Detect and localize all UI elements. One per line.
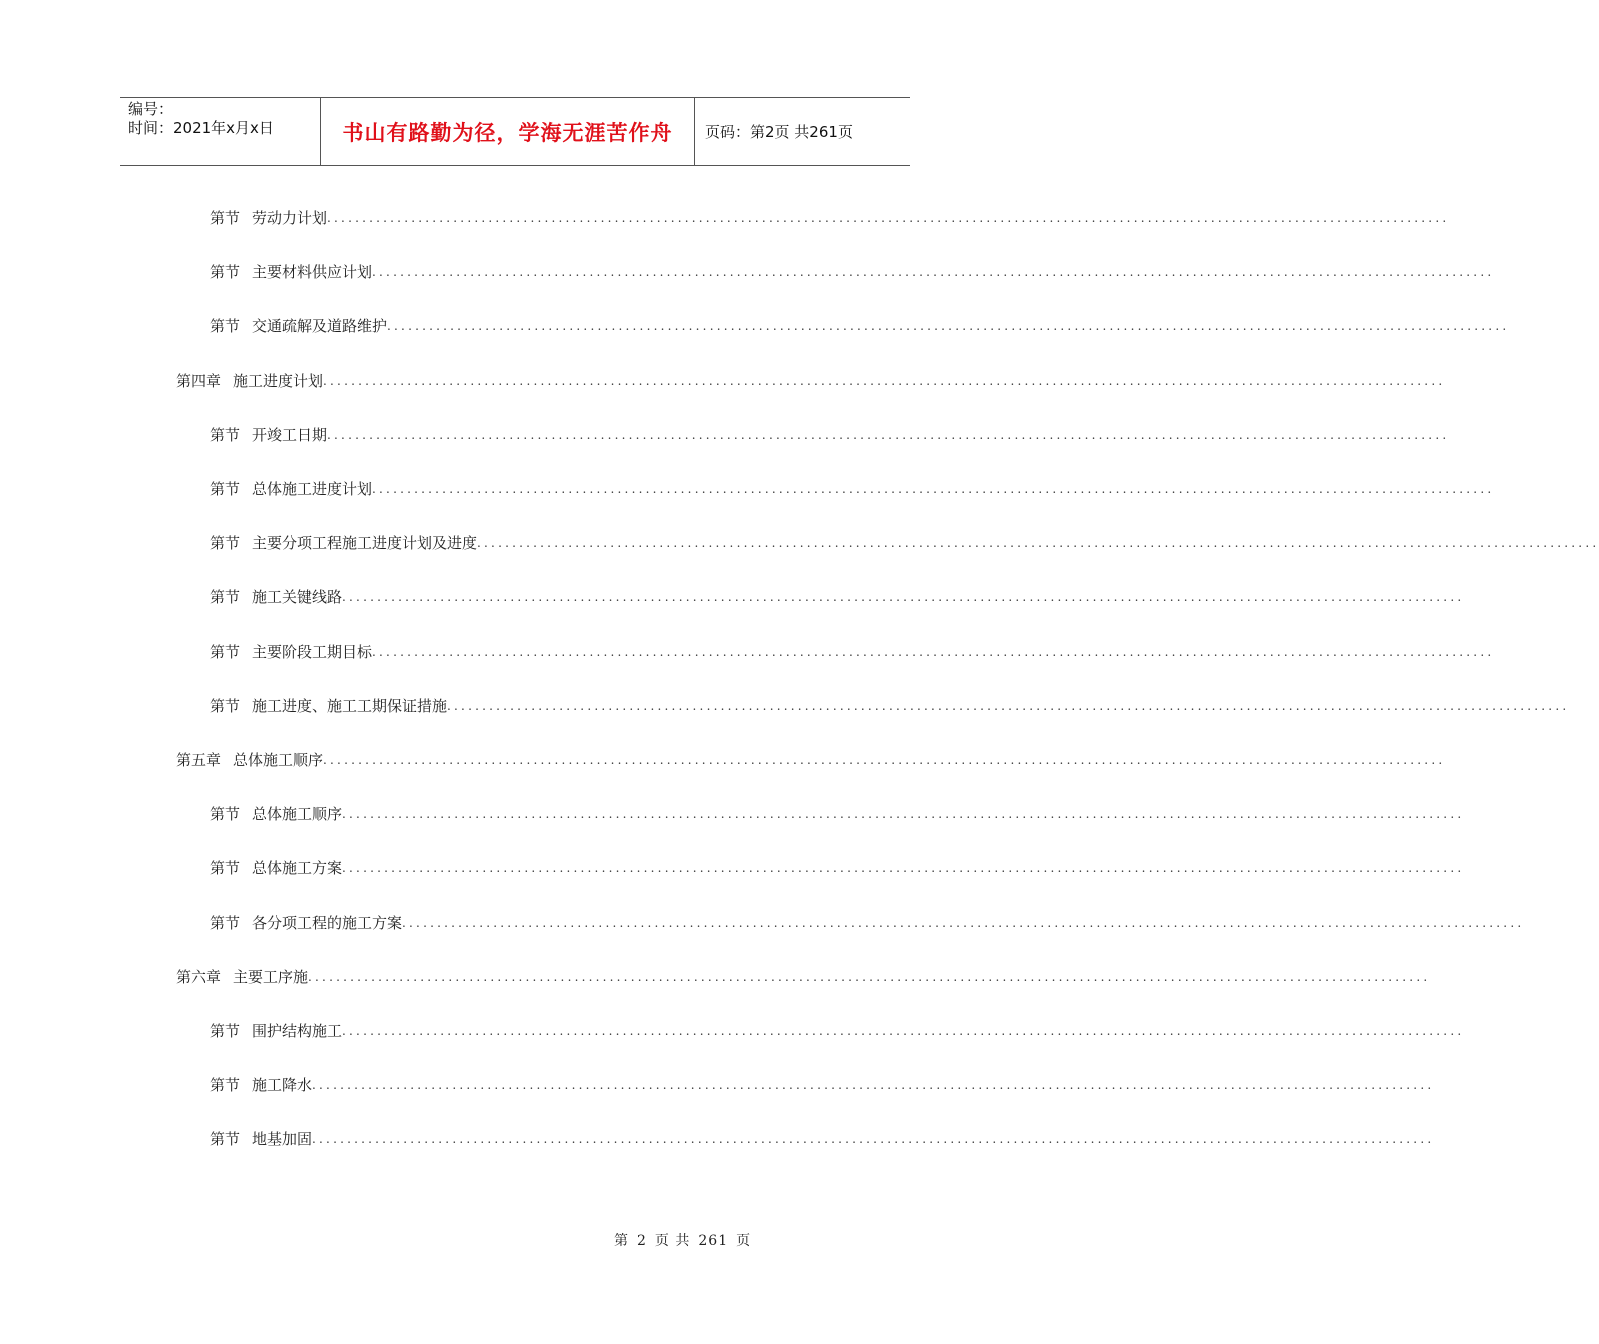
document-number-label: 编号：	[128, 100, 174, 118]
toc-section-entry[interactable]	[210, 1128, 1435, 1150]
toc-dot-leader: ................................................................................................................................................................	[342, 1024, 1465, 1038]
toc-entry-title: 开竣工日期	[252, 426, 328, 444]
footer-total-pages: 261	[698, 1233, 729, 1249]
toc-section-entry[interactable]	[210, 261, 1495, 283]
toc-entry-title: 交通疏解及道路维护	[252, 317, 388, 335]
toc-dot-leader: ................................................................................................................................................................	[477, 536, 1599, 550]
toc-section-entry[interactable]	[210, 478, 1495, 500]
toc-entry-title: 施工进度计划	[233, 372, 324, 390]
toc-entry-number: 第节	[210, 480, 241, 498]
toc-entry-title: 主要材料供应计划	[252, 263, 373, 281]
toc-dot-leader: ................................................................................................................................................................	[327, 428, 1450, 442]
toc-section-entry[interactable]	[210, 532, 1599, 554]
toc-entry-title: 总体施工方案	[252, 859, 343, 877]
toc-entry-number: 第节	[210, 805, 241, 823]
toc-entry-title: 施工进度、施工工期保证措施	[252, 697, 448, 715]
toc-dot-leader: ................................................................................................................................................................	[372, 482, 1495, 496]
toc-section-entry[interactable]	[210, 641, 1495, 663]
toc-dot-leader: ................................................................................................................................................................	[387, 319, 1510, 333]
toc-entry-title: 劳动力计划	[252, 209, 328, 227]
toc-dot-leader: ................................................................................................................................................................	[323, 753, 1446, 767]
toc-chapter-entry[interactable]	[176, 370, 1446, 392]
header-page-info: 页码：第2页 共261页	[705, 123, 853, 141]
toc-entry-title: 主要阶段工期目标	[252, 643, 373, 661]
toc-entry-title: 总体施工进度计划	[252, 480, 373, 498]
toc-dot-leader: ................................................................................................................................................................	[342, 861, 1465, 875]
toc-dot-leader: ................................................................................................................................................................	[372, 265, 1495, 279]
toc-section-entry[interactable]	[210, 857, 1465, 879]
toc-entry-number: 第节	[210, 209, 241, 227]
footer-mid: 页 共	[654, 1233, 691, 1249]
toc-entry-title: 总体施工顺序	[252, 805, 343, 823]
toc-dot-leader: ................................................................................................................................................................	[447, 699, 1570, 713]
document-time-label: 时间：2021年x月x日	[128, 119, 274, 137]
toc-section-entry[interactable]	[210, 803, 1465, 825]
toc-dot-leader: ................................................................................................................................................................	[372, 645, 1495, 659]
toc-section-entry[interactable]	[210, 1020, 1465, 1042]
toc-entry-title: 围护结构施工	[252, 1022, 343, 1040]
footer-suffix: 页	[736, 1233, 752, 1249]
toc-entry-number: 第节	[210, 1076, 241, 1094]
toc-chapter-entry[interactable]	[176, 966, 1431, 988]
toc-dot-leader: ................................................................................................................................................................	[312, 1078, 1435, 1092]
toc-entry-number: 第节	[210, 697, 241, 715]
toc-section-entry[interactable]	[210, 586, 1465, 608]
toc-entry-number: 第节	[210, 1130, 241, 1148]
toc-section-entry[interactable]	[210, 207, 1450, 229]
toc-section-entry[interactable]	[210, 695, 1570, 717]
toc-entry-number: 第四章	[176, 372, 222, 390]
toc-dot-leader: ................................................................................................................................................................	[312, 1132, 1435, 1146]
toc-entry-number: 第节	[210, 263, 241, 281]
toc-section-entry[interactable]	[210, 315, 1510, 337]
footer-page-number: 2	[637, 1233, 647, 1249]
toc-section-entry[interactable]	[210, 912, 1525, 934]
toc-entry-title: 主要分项工程施工进度计划及进度	[252, 534, 478, 552]
toc-dot-leader: ................................................................................................................................................................	[342, 807, 1465, 821]
toc-entry-number: 第节	[210, 426, 241, 444]
toc-entry-number: 第六章	[176, 968, 222, 986]
toc-chapter-entry[interactable]	[176, 749, 1446, 771]
toc-dot-leader: ................................................................................................................................................................	[327, 211, 1450, 225]
toc-entry-number: 第节	[210, 317, 241, 335]
page-header	[120, 97, 910, 166]
page-footer	[610, 1230, 755, 1250]
toc-entry-title: 主要工序施	[233, 968, 309, 986]
toc-entry-title: 总体施工顺序	[233, 751, 324, 769]
header-meta	[120, 98, 321, 165]
toc-entry-title: 施工关键线路	[252, 588, 343, 606]
toc-entry-number: 第五章	[176, 751, 222, 769]
toc-dot-leader: ................................................................................................................................................................	[323, 374, 1446, 388]
toc-section-entry[interactable]	[210, 424, 1450, 446]
toc-entry-number: 第节	[210, 1022, 241, 1040]
header-motto: 书山有路勤为径，学海无涯苦作舟	[321, 98, 695, 165]
toc-dot-leader: ................................................................................................................................................................	[402, 916, 1525, 930]
toc-entry-title: 地基加固	[252, 1130, 313, 1148]
toc-entry-number: 第节	[210, 859, 241, 877]
toc-section-entry[interactable]	[210, 1074, 1435, 1096]
toc-entry-number: 第节	[210, 588, 241, 606]
toc-entry-number: 第节	[210, 534, 241, 552]
footer-prefix: 第	[614, 1233, 629, 1249]
toc-entry-number: 第节	[210, 643, 241, 661]
toc-dot-leader: ................................................................................................................................................................	[308, 970, 1431, 984]
toc-dot-leader: ................................................................................................................................................................	[342, 590, 1465, 604]
toc-entry-title: 施工降水	[252, 1076, 313, 1094]
toc-entry-title: 各分项工程的施工方案	[252, 914, 403, 932]
toc-entry-number: 第节	[210, 914, 241, 932]
